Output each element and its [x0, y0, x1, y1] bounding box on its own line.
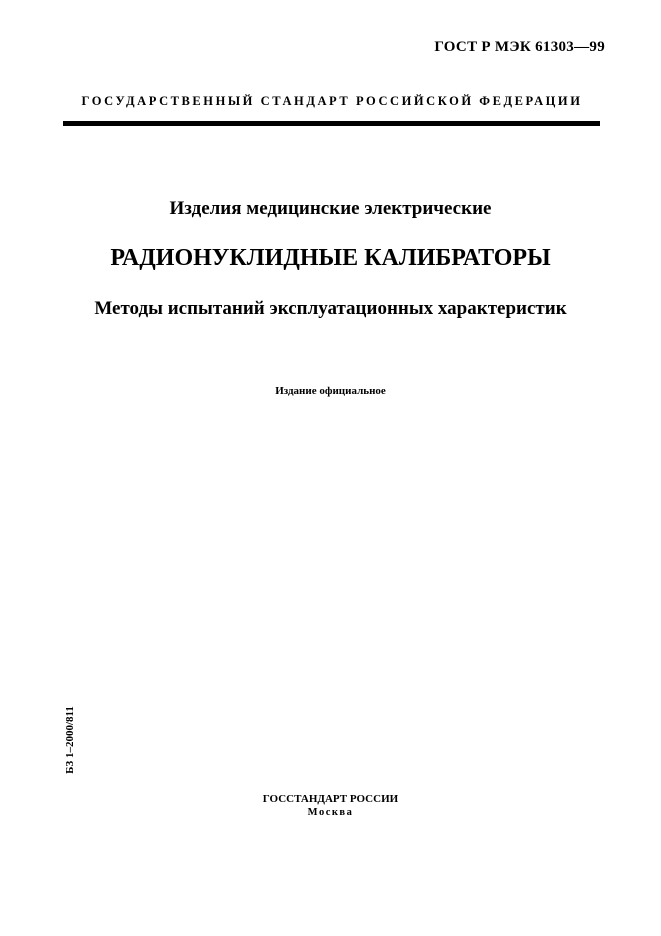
catalog-side-note: БЗ 1–2000/811 [64, 706, 76, 774]
title-subject: Изделия медицинские электрические [169, 198, 492, 219]
title-subtitle: Методы испытаний эксплуатационных характеристик [94, 298, 567, 319]
title-main: РАДИОНУКЛИДНЫЕ КАЛИБРАТОРЫ [110, 245, 551, 271]
edition-label: Издание официальное [275, 385, 386, 397]
publisher-name: ГОССТАНДАРТ РОССИИ [262, 793, 399, 805]
header-rule [63, 121, 600, 126]
publisher-city: Москва [307, 807, 354, 818]
state-standard-heading: ГОСУДАРСТВЕННЫЙ СТАНДАРТ РОССИЙСКОЙ ФЕДЕРАЦИИ [81, 94, 583, 108]
standard-code: ГОСТ Р МЭК 61303—99 [434, 39, 605, 55]
